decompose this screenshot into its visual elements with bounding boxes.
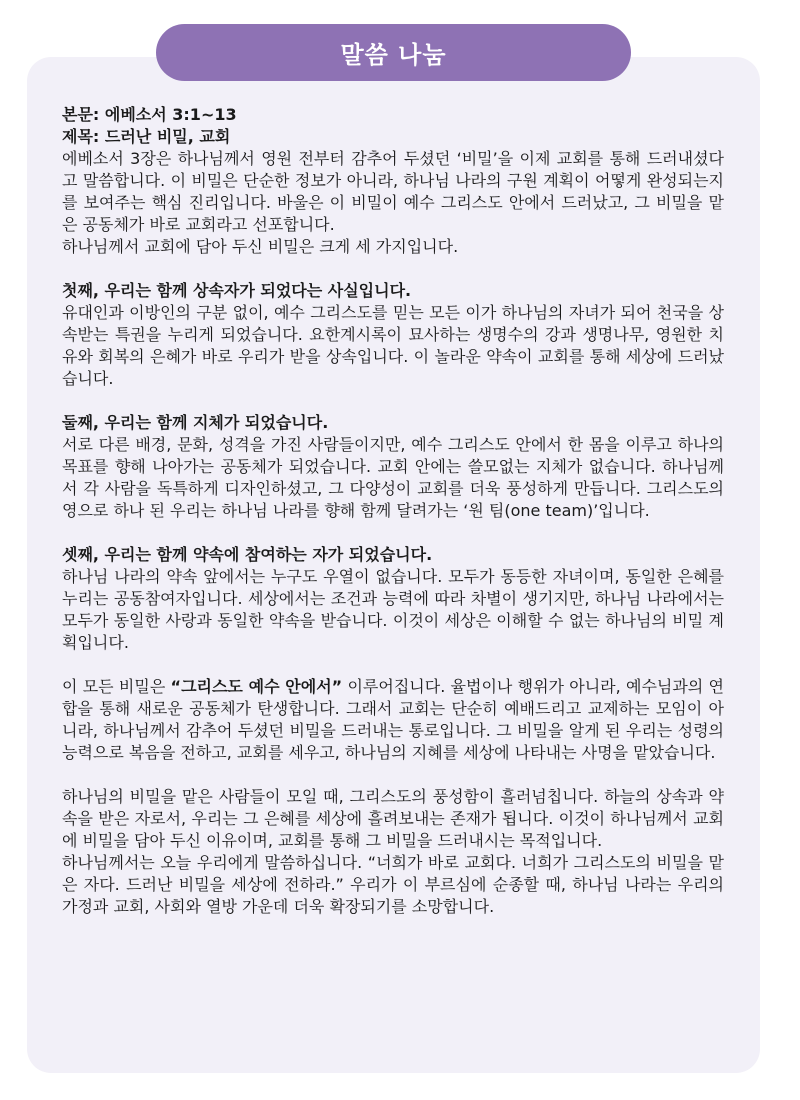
intro-paragraph: 에베소서 3장은 하나님께서 영원 전부터 감추어 두셨던 ‘비밀’을 이제 교회를 통해 드러내셨다고 말씀합니다. 이 비밀은 단순한 정보가 아니라, 하나님 나라의 구원 계획이 어떻게 완성되는지를 보여주는 핵심 진리입니다. 바울은 이 비밀이 예수 그리스도 안에서 드러났고, 그 비밀을 맡은 공동체가 바로 교회라고 선포합니다. bbox=[62, 149, 724, 234]
intro-summary: 하나님께서 교회에 담아 두신 비밀은 크게 세 가지입니다. bbox=[62, 237, 459, 256]
sermon-subject: 제목: 드러난 비밀, 교회 bbox=[62, 127, 231, 146]
closing-paragraph bbox=[62, 676, 724, 764]
closing-text-pre: 이 모든 비밀은 bbox=[62, 677, 171, 696]
closing-emphasis: “그리스도 예수 안에서” bbox=[170, 677, 343, 696]
sermon-content bbox=[62, 104, 724, 918]
point-body: 하나님 나라의 약속 앞에서는 누구도 우열이 없습니다. 모두가 동등한 자녀이며, 동일한 은혜를 누리는 공동참여자입니다. 세상에서는 조건과 능력에 따라 차별이 생기지만, 하나님 나라에서는 모두가 동일한 사랑과 동일한 약속을 받습니다. 이것이 세상은 이해할 수 없는 하나님의 비밀 계획입니다. bbox=[62, 567, 724, 652]
point-body: 유대인과 이방인의 구분 없이, 예수 그리스도를 믿는 모든 이가 하나님의 자녀가 되어 천국을 상속받는 특권을 누리게 되었습니다. 요한계시록이 묘사하는 생명수의 강과 생명나무, 영원한 치유와 회복의 은혜가 바로 우리가 받을 상속입니다. 이 놀라운 약속이 교회를 통해 세상에 드러났습니다. bbox=[62, 303, 724, 388]
scripture-reference: 본문: 에베소서 3:1~13 bbox=[62, 105, 237, 124]
point-heading: 둘째, 우리는 함께 지체가 되었습니다. bbox=[62, 413, 329, 432]
final-paragraph: 하나님의 비밀을 맡은 사람들이 모일 때, 그리스도의 풍성함이 흘러넘칩니다. 하늘의 상속과 약속을 받은 자로서, 우리는 그 은혜를 세상에 흘려보내는 존재가 됩니다. 이것이 하나님께서 교회에 비밀을 담아 두신 이유이며, 교회를 통해 그 비밀을 드러내시는 목적입니다. bbox=[62, 787, 724, 850]
point-heading: 첫째, 우리는 함께 상속자가 되었다는 사실입니다. bbox=[62, 281, 412, 300]
final-paragraph: 하나님께서는 오늘 우리에게 말씀하십니다. “너희가 바로 교회다. 너희가 그리스도의 비밀을 맡은 자다. 드러난 비밀을 세상에 전하라.” 우리가 이 부르심에 순종할 때, 하나님 나라는 우리의 가정과 교회, 사회와 열방 가운데 더욱 확장되기를 소망합니다. bbox=[62, 853, 724, 916]
point-heading: 셋째, 우리는 함께 약속에 참여하는 자가 되었습니다. bbox=[62, 545, 433, 564]
point-body: 서로 다른 배경, 문화, 성격을 가진 사람들이지만, 예수 그리스도 안에서 한 몸을 이루고 하나의 목표를 향해 나아가는 공동체가 되었습니다. 교회 안에는 쓸모없는 지체가 없습니다. 하나님께서 각 사람을 독특하게 디자인하셨고, 그 다양성이 교회를 더욱 풍성하게 만듭니다. 그리스도의 영으로 하나 된 우리는 하나님 나라를 향해 함께 달려가는 ‘원 팀(one team)’입니다. bbox=[62, 435, 724, 520]
page-title: 말씀 나눔 bbox=[156, 24, 631, 81]
closing-text-post: 이루어집니다. 율법이나 행위가 아니라, 예수님과의 연합을 통해 새로운 공동체가 탄생합니다. 그래서 교회는 단순히 예배드리고 교제하는 모임이 아니라, 하나님께서 감추어 두셨던 비밀을 드러내는 통로입니다. 그 비밀을 알게 된 우리는 성령의 능력으로 복음을 전하고, 교회를 세우고, 하나님의 지혜를 세상에 나타내는 사명을 맡았습니다. bbox=[62, 677, 724, 762]
